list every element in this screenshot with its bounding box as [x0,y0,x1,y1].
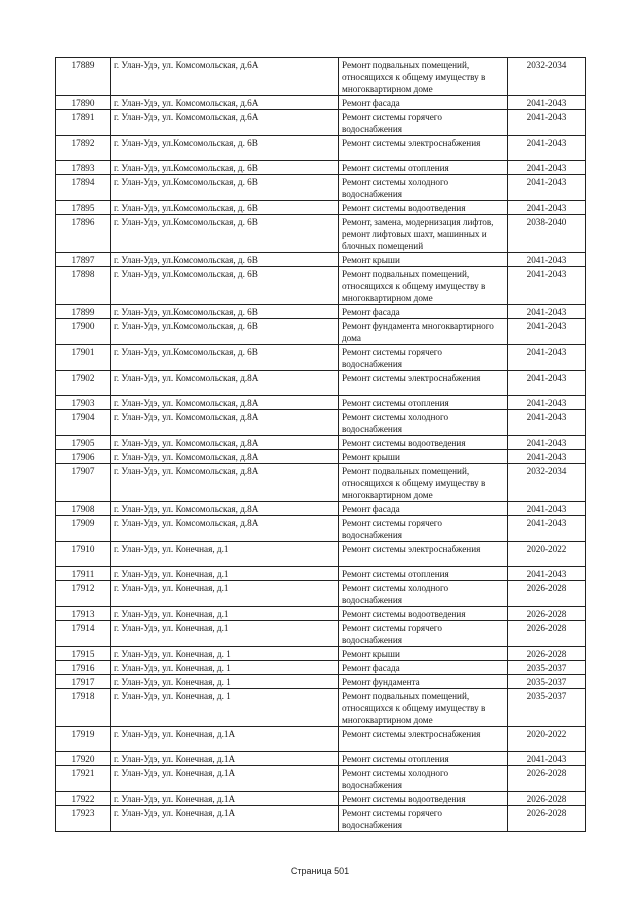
row-work-type: Ремонт системы водоотведения [339,607,508,621]
table-row [56,675,586,689]
row-address: г. Улан-Удэ, ул. Конечная, д.1 [111,567,339,581]
table-row [56,319,586,345]
row-number: 17905 [56,436,111,450]
row-address: г. Улан-Удэ, ул. Конечная, д.1А [111,752,339,766]
row-number: 17921 [56,766,111,792]
row-address: г. Улан-Удэ, ул.Комсомольская, д. 6В [111,345,339,371]
row-number: 17915 [56,647,111,661]
row-years: 2026-2028 [508,621,586,647]
row-years: 2041-2043 [508,345,586,371]
row-years: 2041-2043 [508,96,586,110]
row-years: 2041-2043 [508,253,586,267]
row-address: г. Улан-Удэ, ул.Комсомольская, д. 6В [111,319,339,345]
table-row [56,621,586,647]
row-number: 17920 [56,752,111,766]
row-work-type: Ремонт системы электроснабжения [339,371,508,396]
row-address: г. Улан-Удэ, ул. Конечная, д. 1 [111,689,339,727]
row-work-type: Ремонт системы отопления [339,752,508,766]
row-number: 17912 [56,581,111,607]
table-row [56,567,586,581]
row-work-type: Ремонт системы горячего водоснабжения [339,621,508,647]
row-number: 17913 [56,607,111,621]
row-years: 2041-2043 [508,136,586,161]
table-row [56,253,586,267]
row-number: 17902 [56,371,111,396]
row-work-type: Ремонт подвальных помещений, относящихся к общему имуществу в многоквартирном доме [339,58,508,96]
row-address: г. Улан-Удэ, ул. Комсомольская, д.6А [111,110,339,136]
row-number: 17901 [56,345,111,371]
row-number: 17903 [56,396,111,410]
row-address: г. Улан-Удэ, ул.Комсомольская, д. 6В [111,215,339,253]
row-address: г. Улан-Удэ, ул. Конечная, д.1А [111,806,339,832]
row-years: 2035-2037 [508,689,586,727]
row-work-type: Ремонт системы холодного водоснабжения [339,766,508,792]
table-row [56,502,586,516]
row-number: 17894 [56,175,111,201]
table-row [56,436,586,450]
table-row [56,96,586,110]
row-work-type: Ремонт системы отопления [339,161,508,175]
row-number: 17909 [56,516,111,542]
table-row [56,450,586,464]
row-work-type: Ремонт системы горячего водоснабжения [339,806,508,832]
row-address: г. Улан-Удэ, ул. Конечная, д.1 [111,607,339,621]
row-address: г. Улан-Удэ, ул. Комсомольская, д.8А [111,371,339,396]
row-work-type: Ремонт фасада [339,305,508,319]
row-years: 2041-2043 [508,436,586,450]
row-number: 17923 [56,806,111,832]
row-years: 2032-2034 [508,464,586,502]
row-address: г. Улан-Удэ, ул.Комсомольская, д. 6В [111,305,339,319]
row-number: 17919 [56,727,111,752]
row-number: 17897 [56,253,111,267]
row-years: 2026-2028 [508,581,586,607]
row-number: 17907 [56,464,111,502]
row-address: г. Улан-Удэ, ул. Комсомольская, д.8А [111,464,339,502]
row-address: г. Улан-Удэ, ул. Конечная, д.1 [111,581,339,607]
table-row [56,806,586,832]
row-work-type: Ремонт системы холодного водоснабжения [339,175,508,201]
row-number: 17916 [56,661,111,675]
row-work-type: Ремонт фасада [339,502,508,516]
row-years: 2026-2028 [508,766,586,792]
table-row [56,175,586,201]
row-years: 2041-2043 [508,371,586,396]
row-work-type: Ремонт подвальных помещений, относящихся к общему имуществу в многоквартирном доме [339,689,508,727]
row-years: 2041-2043 [508,161,586,175]
row-years: 2032-2034 [508,58,586,96]
table-row [56,607,586,621]
row-work-type: Ремонт системы электроснабжения [339,542,508,567]
table-row [56,752,586,766]
table-row [56,201,586,215]
row-number: 17917 [56,675,111,689]
row-number: 17922 [56,792,111,806]
table-row [56,215,586,253]
row-work-type: Ремонт системы электроснабжения [339,727,508,752]
row-number: 17914 [56,621,111,647]
row-work-type: Ремонт системы холодного водоснабжения [339,581,508,607]
row-number: 17896 [56,215,111,253]
row-number: 17908 [56,502,111,516]
row-years: 2026-2028 [508,647,586,661]
row-address: г. Улан-Удэ, ул. Комсомольская, д.8А [111,502,339,516]
row-years: 2041-2043 [508,175,586,201]
table-row [56,161,586,175]
row-work-type: Ремонт подвальных помещений, относящихся к общему имуществу в многоквартирном доме [339,464,508,502]
page-number: Страница 501 [290,866,350,876]
row-years: 2041-2043 [508,502,586,516]
table-row [56,661,586,675]
page-footer [0,866,640,876]
row-address: г. Улан-Удэ, ул. Комсомольская, д.8А [111,436,339,450]
table-row [56,267,586,305]
table-row [56,581,586,607]
row-years: 2026-2028 [508,806,586,832]
row-work-type: Ремонт системы отопления [339,396,508,410]
row-work-type: Ремонт фасада [339,661,508,675]
row-work-type: Ремонт крыши [339,450,508,464]
row-number: 17900 [56,319,111,345]
row-number: 17891 [56,110,111,136]
row-work-type: Ремонт системы отопления [339,567,508,581]
row-number: 17892 [56,136,111,161]
row-address: г. Улан-Удэ, ул. Конечная, д.1А [111,792,339,806]
row-work-type: Ремонт системы электроснабжения [339,136,508,161]
table-row [56,110,586,136]
row-work-type: Ремонт системы горячего водоснабжения [339,345,508,371]
row-years: 2041-2043 [508,110,586,136]
row-years: 2020-2022 [508,542,586,567]
row-work-type: Ремонт системы водоотведения [339,792,508,806]
table-row [56,647,586,661]
table-body [56,58,586,832]
table-row [56,464,586,502]
row-address: г. Улан-Удэ, ул. Конечная, д.1А [111,727,339,752]
table-row [56,305,586,319]
table-row [56,396,586,410]
row-years: 2041-2043 [508,752,586,766]
row-work-type: Ремонт, замена, модернизация лифтов, ремонт лифтовых шахт, машинных и блочных помещений [339,215,508,253]
row-years: 2026-2028 [508,792,586,806]
row-number: 17918 [56,689,111,727]
row-address: г. Улан-Удэ, ул.Комсомольская, д. 6В [111,267,339,305]
row-years: 2041-2043 [508,396,586,410]
row-number: 17889 [56,58,111,96]
row-number: 17890 [56,96,111,110]
row-address: г. Улан-Удэ, ул. Комсомольская, д.8А [111,396,339,410]
row-work-type: Ремонт фундамента многоквартирного дома [339,319,508,345]
table-row [56,727,586,752]
row-years: 2041-2043 [508,516,586,542]
row-address: г. Улан-Удэ, ул. Конечная, д. 1 [111,675,339,689]
row-number: 17895 [56,201,111,215]
row-address: г. Улан-Удэ, ул.Комсомольская, д. 6В [111,136,339,161]
row-work-type: Ремонт фасада [339,96,508,110]
row-number: 17904 [56,410,111,436]
row-years: 2041-2043 [508,319,586,345]
row-work-type: Ремонт фундамента [339,675,508,689]
row-years: 2041-2043 [508,567,586,581]
row-work-type: Ремонт системы водоотведения [339,436,508,450]
row-number: 17911 [56,567,111,581]
row-number: 17899 [56,305,111,319]
row-address: г. Улан-Удэ, ул. Комсомольская, д.8А [111,410,339,436]
capital-repair-table [55,57,586,832]
row-address: г. Улан-Удэ, ул.Комсомольская, д. 6В [111,175,339,201]
row-work-type: Ремонт крыши [339,647,508,661]
row-work-type: Ремонт системы водоотведения [339,201,508,215]
row-address: г. Улан-Удэ, ул.Комсомольская, д. 6В [111,161,339,175]
table-row [56,58,586,96]
row-address: г. Улан-Удэ, ул. Комсомольская, д.6А [111,58,339,96]
row-years: 2020-2022 [508,727,586,752]
row-address: г. Улан-Удэ, ул. Комсомольская, д.8А [111,516,339,542]
row-address: г. Улан-Удэ, ул. Конечная, д. 1 [111,647,339,661]
row-years: 2041-2043 [508,267,586,305]
table-row [56,410,586,436]
table-row [56,542,586,567]
row-years: 2038-2040 [508,215,586,253]
row-address: г. Улан-Удэ, ул. Комсомольская, д.6А [111,96,339,110]
table-row [56,136,586,161]
row-work-type: Ремонт системы холодного водоснабжения [339,410,508,436]
row-years: 2041-2043 [508,450,586,464]
row-years: 2035-2037 [508,675,586,689]
row-address: г. Улан-Удэ, ул. Конечная, д.1 [111,621,339,647]
row-address: г. Улан-Удэ, ул.Комсомольская, д. 6В [111,201,339,215]
row-years: 2041-2043 [508,201,586,215]
row-work-type: Ремонт подвальных помещений, относящихся к общему имуществу в многоквартирном доме [339,267,508,305]
row-number: 17893 [56,161,111,175]
row-years: 2041-2043 [508,410,586,436]
row-address: г. Улан-Удэ, ул. Конечная, д.1А [111,766,339,792]
table-row [56,516,586,542]
row-address: г. Улан-Удэ, ул. Конечная, д.1 [111,542,339,567]
row-work-type: Ремонт системы горячего водоснабжения [339,110,508,136]
table-row [56,689,586,727]
row-number: 17910 [56,542,111,567]
row-address: г. Улан-Удэ, ул. Комсомольская, д.8А [111,450,339,464]
table-row [56,345,586,371]
row-work-type: Ремонт крыши [339,253,508,267]
row-address: г. Улан-Удэ, ул.Комсомольская, д. 6В [111,253,339,267]
row-number: 17906 [56,450,111,464]
table-row [56,371,586,396]
row-number: 17898 [56,267,111,305]
table-row [56,792,586,806]
row-address: г. Улан-Удэ, ул. Конечная, д. 1 [111,661,339,675]
row-years: 2035-2037 [508,661,586,675]
row-years: 2026-2028 [508,607,586,621]
table-row [56,766,586,792]
row-work-type: Ремонт системы горячего водоснабжения [339,516,508,542]
row-years: 2041-2043 [508,305,586,319]
